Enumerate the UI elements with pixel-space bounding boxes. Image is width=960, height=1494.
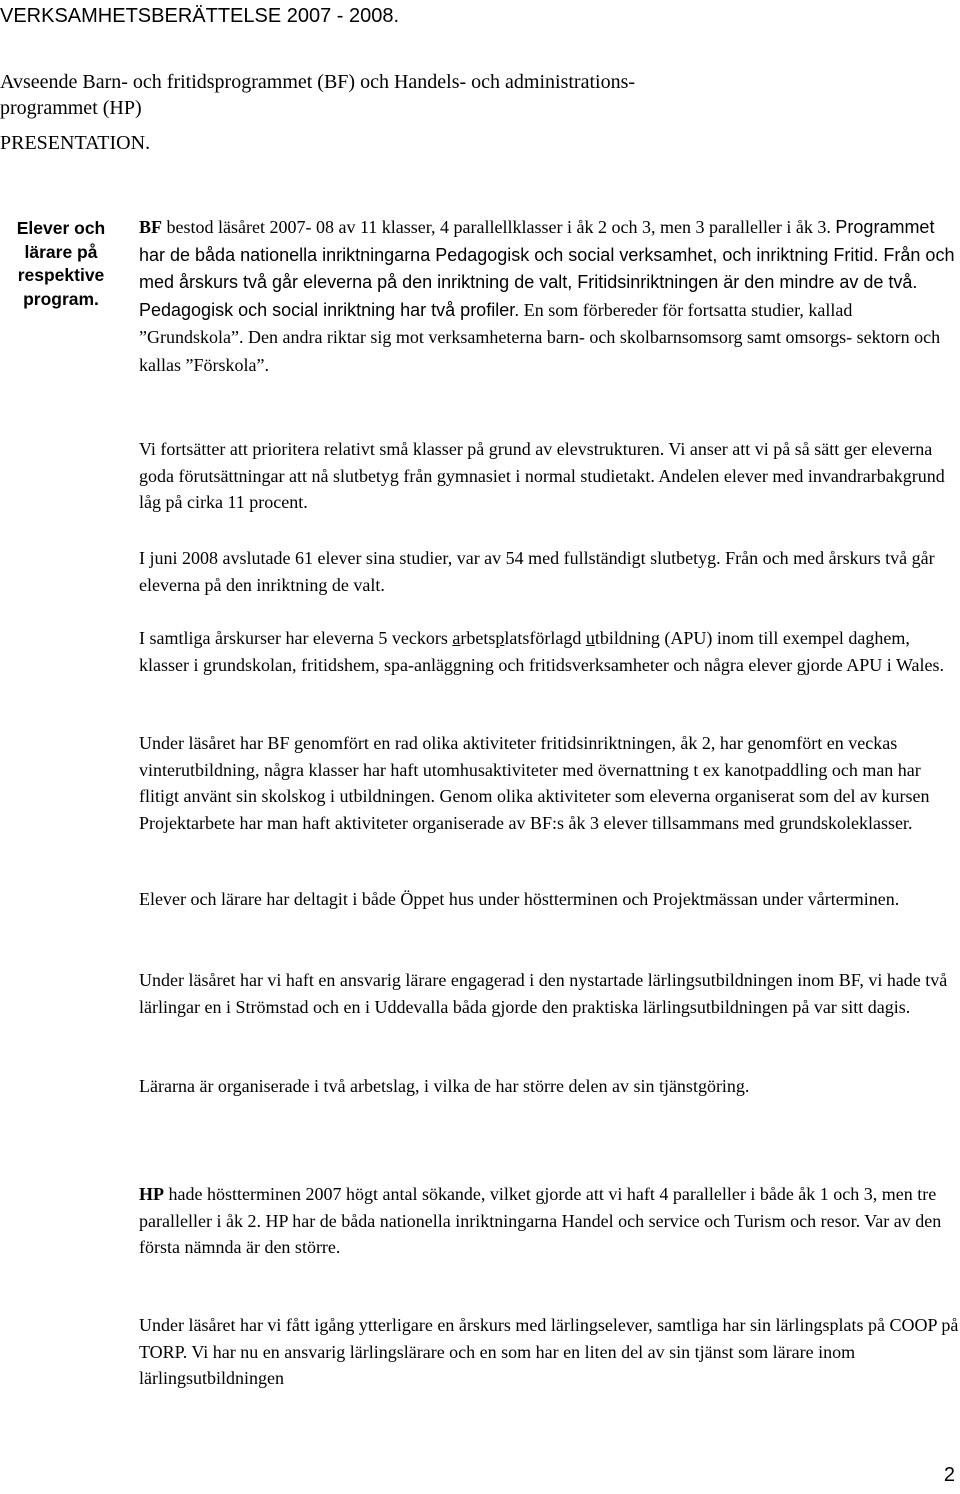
subtitle-line: Avseende Barn- och fritidsprogrammet (BF) och Handels- och administrations- xyxy=(0,71,636,93)
paragraph-hp-apprentices: Under läsåret har vi fått igång ytterligare en årskurs med lärlingselever, samtliga har sin lärlingsplats på COOP på TORP. Vi har nu en ansvarig lärlingslärare och en som har en liten del av sin tjänst som lärare inom lärlingsutbildningen xyxy=(139,1315,959,1388)
sidebar-label xyxy=(5,217,117,311)
page-number: 2 xyxy=(943,1464,955,1486)
underlined-letter: p xyxy=(495,628,505,648)
hp-bold-label: HP xyxy=(139,1184,164,1204)
paragraph-open-house: Elever och lärare har deltagit i både Öppet hus under höstterminen och Projektmässan under vårterminen. xyxy=(139,889,900,909)
paragraph-apprenticeship: Under läsåret har vi haft en ansvarig lärare engagerad i den nystartade lärlingsutbildningen inom BF, vi hade två lärlingar en i Strömstad och en i Uddevalla båda gjorde den praktiska lärlingsutbildningen på var sitt dagis. xyxy=(139,970,948,1017)
paragraph-text: En som förbereder för fortsatta studier, kallad ”Grundskola”. Den andra riktar sig mot verksamheterna barn- och skolbarnsomsorg samt omsorgs- sektorn och kallas ”Förskola”. xyxy=(139,299,941,375)
paragraph-hp-intro xyxy=(139,1181,959,1261)
bf-bold-label: BF xyxy=(139,217,163,237)
paragraph-text: latsförlagd xyxy=(504,628,586,648)
sidebar-line: Elever och xyxy=(16,218,106,238)
paragraph-apu xyxy=(139,625,959,678)
paragraph-text: hade höstterminen 2007 högt antal sökande, vilket gjorde att vi haft 4 paralleller i både åk 1 och 3, men tre paralleller i åk 2. HP har de båda nationella inriktningarna Handel och service och Turism och resor. Var av den första nämnda är den större. xyxy=(139,1184,942,1257)
paragraph-class-sizes: Vi fortsätter att prioritera relativt små klasser på grund av elevstrukturen. Vi anser att vi på så sätt ger eleverna goda förutsättningar att nå slutbetyg från gymnasiet i normal studietakt. Andelen elever med invandrarbakgrund låg på cirka 11 procent. xyxy=(139,439,945,512)
subtitle-line: programmet (HP) xyxy=(0,97,142,119)
document-subtitle xyxy=(0,69,900,121)
sidebar-line: program. xyxy=(23,288,99,309)
paragraph-text: Programmet har de båda nationella inriktningarna Pedagogisk och social verksamhet, och inriktning Fritid. Från och med årskurs två går eleverna på den inriktning de valt, Fritidsinriktningen är den mindre av de två. Pedagogisk och social inriktning har två profiler. xyxy=(139,217,955,320)
paragraph-activities: Under läsåret har BF genomfört en rad olika aktiviteter fritidsinriktningen, åk 2, har genomfört en veckas vinterutbildning, några klasser har haft utomhusaktiviteter med övernattning t ex kanotpaddling och man har flitigt använt sin skolskog i utbildningen. Genom olika aktiviteter som eleverna organiserat som del av kursen Projektarbete har man haft aktiviteter organiserade av BF:s åk 3 elever tillsammans med grundskoleklasser. xyxy=(139,733,930,833)
paragraph-work-teams: Lärarna är organiserade i två arbetslag, i vilka de har större delen av sin tjänstgöring. xyxy=(139,1076,750,1096)
sidebar-line: lärare på xyxy=(24,241,98,262)
presentation-heading: PRESENTATION. xyxy=(0,132,151,154)
underlined-letter: a xyxy=(452,628,461,648)
document-title: VERKSAMHETSBERÄTTELSE 2007 - 2008. xyxy=(0,5,400,27)
paragraph-graduates: I juni 2008 avslutade 61 elever sina studier, var av 54 med fullständigt slutbetyg. Från och med årskurs två går eleverna på den inriktning de valt. xyxy=(139,548,935,595)
paragraph-bf-intro xyxy=(139,214,959,379)
sidebar-line: respektive xyxy=(17,265,105,285)
paragraph-text: bestod läsåret 2007- 08 av 11 klasser, 4 parallellklasser i åk 2 och 3, men 3 paralleller i åk 3. xyxy=(162,217,836,237)
paragraph-text: I samtliga årskurser har eleverna 5 veckors xyxy=(139,628,453,648)
paragraph-text: tbildning (APU) inom till exempel daghem, klasser i grundskolan, fritidshem, spa-anläggning och fritidsverksamheter och några elever gjorde APU i Wales. xyxy=(139,628,944,675)
paragraph-text: rbets xyxy=(460,628,496,648)
underlined-letter: u xyxy=(585,628,595,648)
